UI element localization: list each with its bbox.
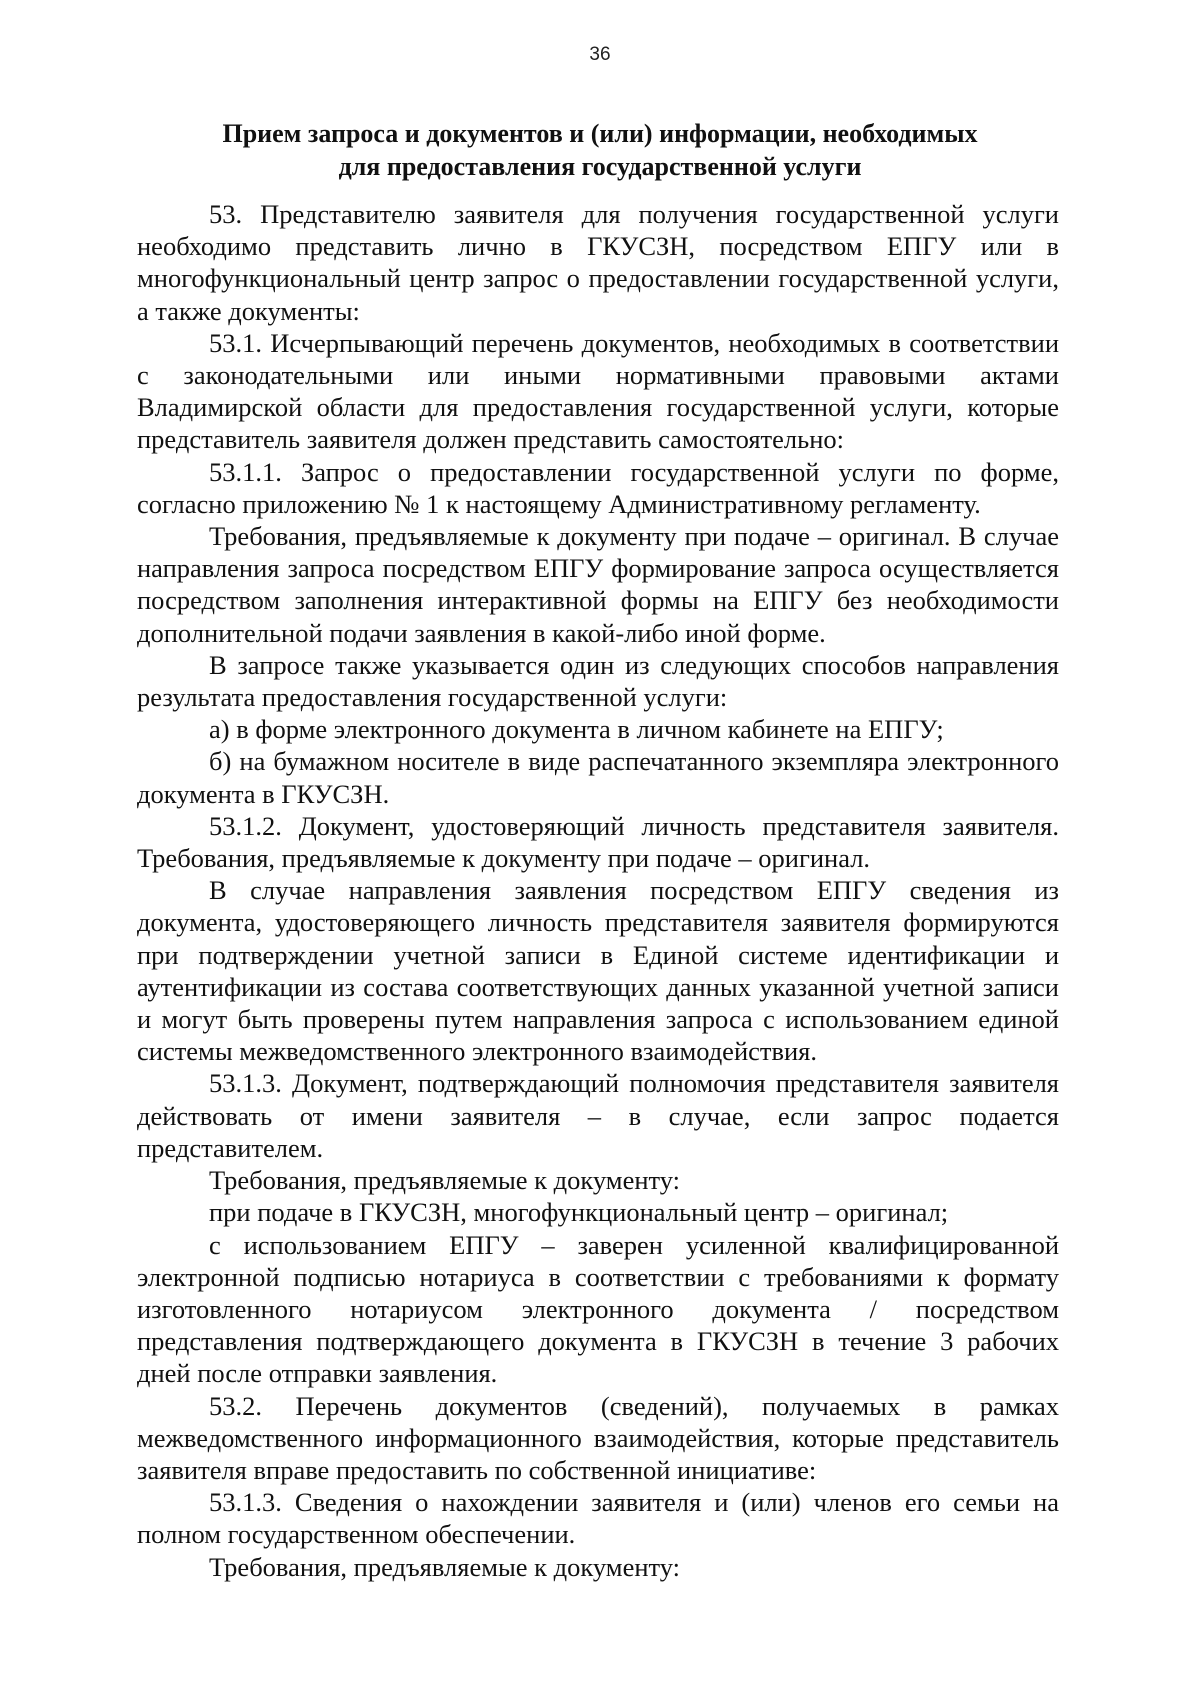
paragraph-identity-info: В случае направления заявления посредством ЕПГУ сведения из документа, удостоверяющего личность представителя заявителя формируются при подтверждении учетной записи в Единой системе идентификации и аутентификации из состава соответствующих данных указанной учетной записи и могут быть проверены путем направления запроса с использованием единой системы межведомственного электронного взаимодействия. (137, 875, 1059, 1067)
paragraph-53: 53. Представителю заявителя для получения государственной услуги необходимо представить лично в ГКУСЗН, посредством ЕПГУ или в многофункциональный центр запрос о предоставлении государственной услуги, а также документы: (137, 199, 1059, 326)
paragraph-requirements-original: Требования, предъявляемые к документу при подаче – оригинал. В случае направления запроса посредством ЕПГУ формирование запроса осуществляется посредством заполнения интерактивной формы на ЕПГУ без необходимости дополнительной подачи заявления в какой-либо иной форме. (137, 521, 1059, 648)
section-heading (140, 117, 1060, 183)
paragraph-requirement-in-person: при подаче в ГКУСЗН, многофункциональный центр – оригинал; (209, 1197, 949, 1228)
paragraph-requirements-final: Требования, предъявляемые к документу: (209, 1551, 681, 1582)
paragraph-option-a: а) в форме электронного документа в личном кабинете на ЕПГУ; (209, 714, 944, 745)
paragraph-53-1-3-authority: 53.1.3. Документ, подтверждающий полномочия представителя заявителя действовать от имени заявителя – в случае, если запрос подается представителем. (137, 1068, 1059, 1163)
paragraph-53-1-1: 53.1.1. Запрос о предоставлении государственной услуги по форме, согласно приложению № 1 к настоящему Административному регламенту. (137, 456, 1059, 519)
page-number: 36 (589, 44, 611, 65)
section-heading-line-2: для предоставления государственной услуги (338, 152, 862, 181)
paragraph-53-1-2: 53.1.2. Документ, удостоверяющий личность представителя заявителя. Требования, предъявляемые к документу при подаче – оригинал. (137, 810, 1059, 874)
paragraph-requirements-heading: Требования, предъявляемые к документу: (209, 1165, 681, 1196)
paragraph-53-1-3-family: 53.1.3. Сведения о нахождении заявителя и (или) членов его семьи на полном государственном обеспечении. (137, 1487, 1059, 1550)
paragraph-option-b: б) на бумажном носителе в виде распечатанного экземпляра электронного документа в ГКУСЗН. (137, 746, 1059, 809)
paragraph-requirement-epgu: с использованием ЕПГУ – заверен усиленной квалифицированной электронной подписью нотариуса в соответствии с требованиями к формату изготовленного нотариусом электронного документа / посредством представления подтверждающего документа в ГКУСЗН в течение 3 рабочих дней после отправки заявления. (137, 1229, 1059, 1389)
document-body (137, 198, 1059, 1583)
paragraph-delivery-methods: В запросе также указывается один из следующих способов направления результата предоставления государственной услуги: (137, 649, 1059, 713)
section-heading-line-1: Прием запроса и документов и (или) информации, необходимых (222, 119, 978, 148)
paragraph-53-1: 53.1. Исчерпывающий перечень документов, необходимых в соответствии с законодательными или иными нормативными правовыми актами Владимирской области для предоставления государственной услуги, которые представитель заявителя должен представить самостоятельно: (137, 327, 1059, 455)
paragraph-53-2: 53.2. Перечень документов (сведений), получаемых в рамках межведомственного информационного взаимодействия, которые представитель заявителя вправе предоставить по собственной инициативе: (137, 1390, 1059, 1485)
